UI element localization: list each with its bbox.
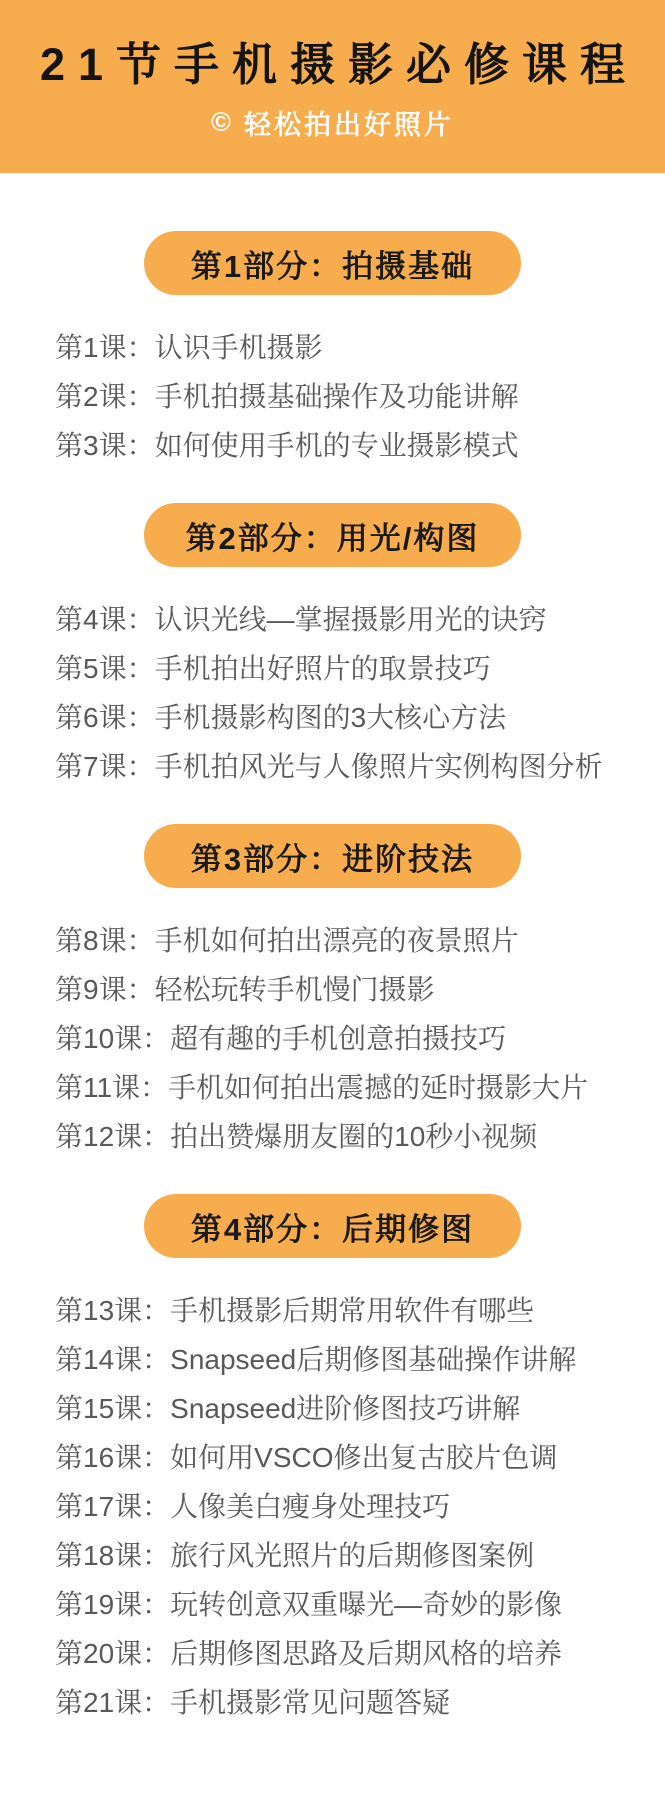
lesson-item: 第1课：认识手机摄影 <box>55 332 323 363</box>
section-2-lessons <box>0 567 665 791</box>
lesson-item: 第3课：如何使用手机的专业摄影模式 <box>55 430 519 461</box>
lesson-item: 第7课：手机拍风光与人像照片实例构图分析 <box>55 751 603 782</box>
lesson-item: 第15课：Snapseed进阶修图技巧讲解 <box>55 1393 521 1424</box>
course-outline <box>0 231 665 1727</box>
lesson-item: 第18课：旅行风光照片的后期修图案例 <box>55 1540 535 1571</box>
lesson-item: 第6课：手机摄影构图的3大核心方法 <box>55 702 507 733</box>
lesson-item: 第4课：认识光线—掌握摄影用光的诀窍 <box>55 604 547 635</box>
section-3 <box>0 824 665 1161</box>
section-1-badge: 第1部分：拍摄基础 <box>144 231 521 295</box>
poster-subtitle <box>211 103 454 142</box>
lesson-item: 第5课：手机拍出好照片的取景技巧 <box>55 653 491 684</box>
section-1-lessons <box>0 295 665 470</box>
lesson-item: 第21课：手机摄影常见问题答疑 <box>55 1687 451 1718</box>
copyright-icon: © <box>211 107 234 137</box>
section-1 <box>0 231 665 470</box>
lesson-item: 第10课：超有趣的手机创意拍摄技巧 <box>55 1023 507 1054</box>
lesson-item: 第20课：后期修图思路及后期风格的培养 <box>55 1638 563 1669</box>
poster-title: 21节手机摄影必修课程 <box>39 39 639 90</box>
lesson-item: 第13课：手机摄影后期常用软件有哪些 <box>55 1295 535 1326</box>
lesson-item: 第17课：人像美白瘦身处理技巧 <box>55 1491 451 1522</box>
poster-header <box>0 0 665 173</box>
section-2 <box>0 503 665 791</box>
section-4 <box>0 1194 665 1727</box>
section-2-badge: 第2部分：用光/构图 <box>144 503 521 567</box>
lesson-item: 第14课：Snapseed后期修图基础操作讲解 <box>55 1344 577 1375</box>
section-4-lessons <box>0 1258 665 1727</box>
lesson-item: 第9课：轻松玩转手机慢门摄影 <box>55 974 435 1005</box>
lesson-item: 第12课：拍出赞爆朋友圈的10秒小视频 <box>55 1121 538 1152</box>
section-3-badge: 第3部分：进阶技法 <box>144 824 521 888</box>
lesson-item: 第8课：手机如何拍出漂亮的夜景照片 <box>55 925 519 956</box>
section-4-badge: 第4部分：后期修图 <box>144 1194 521 1258</box>
poster-subtitle-text: 轻松拍出好照片 <box>243 110 454 140</box>
section-3-lessons <box>0 888 665 1161</box>
lesson-item: 第2课：手机拍摄基础操作及功能讲解 <box>55 381 519 412</box>
lesson-item: 第11课：手机如何拍出震撼的延时摄影大片 <box>55 1072 589 1103</box>
lesson-item: 第19课：玩转创意双重曝光—奇妙的影像 <box>55 1589 563 1620</box>
lesson-item: 第16课：如何用VSCO修出复古胶片色调 <box>55 1442 558 1473</box>
